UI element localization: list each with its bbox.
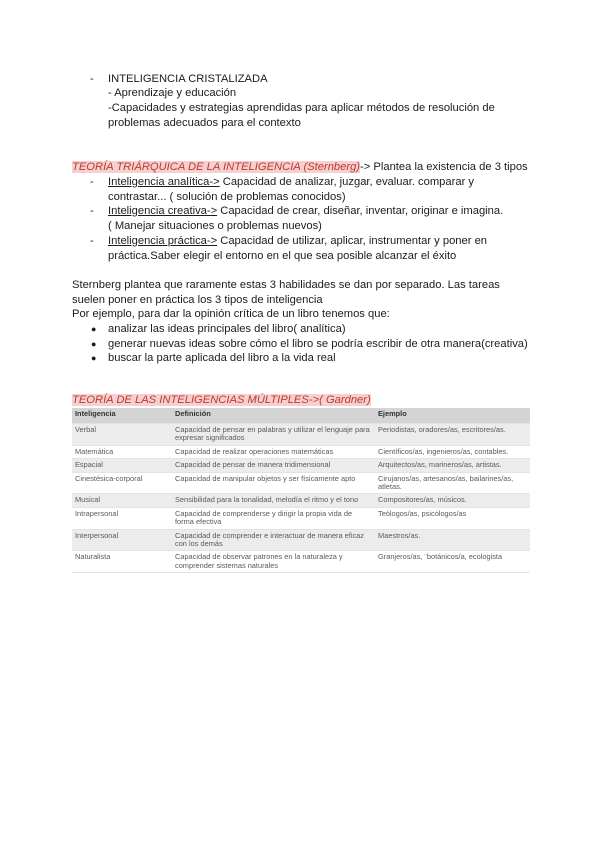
bullet-item: buscar la parte aplicada del libro a la vida real — [108, 352, 336, 364]
cell-intelligence: Naturalista — [72, 551, 172, 573]
multiples-heading: TEORÍA DE LAS INTELIGENCIAS MÚLTIPLES->( Gardner) — [72, 394, 371, 406]
term-creativa: Inteligencia creativa-> — [108, 205, 218, 217]
column-header: Definición — [172, 408, 375, 424]
multiples-heading-line — [72, 393, 371, 407]
list-dash: - — [90, 235, 94, 247]
cell-definition: Capacidad de observar patrones en la naturaleza y comprender sistemas naturales — [172, 551, 375, 573]
table-row — [72, 551, 530, 573]
cell-definition: Capacidad de pensar en palabras y utilizar el lenguaje para expresar significados — [172, 424, 375, 446]
cell-example: Arquitectos/as, marineros/as, artistas. — [375, 459, 530, 472]
table-row — [72, 472, 530, 494]
table-header-row — [72, 408, 530, 424]
cristalizada-line: problemas adecuados para el contexto — [108, 117, 301, 129]
column-header: Ejemplo — [375, 408, 530, 424]
cristalizada-line: - Aprendizaje y educación — [108, 87, 237, 99]
multiple-intelligences-table — [72, 408, 530, 573]
table-row — [72, 459, 530, 472]
cell-example: Cirujanos/as, artesanos/as, bailarines/as, atletas. — [375, 472, 530, 494]
cell-definition: Sensibilidad para la tonalidad, melodía el ritmo y el tono — [172, 494, 375, 507]
cristalizada-title: INTELIGENCIA CRISTALIZADA — [108, 73, 268, 85]
term-analitica: Inteligencia analítica-> — [108, 176, 220, 188]
cell-definition: Capacidad de manipular objetos y ser físicamente apto — [172, 472, 375, 494]
triarquica-heading-tail: -> Plantea la existencia de 3 tipos — [360, 161, 528, 173]
cell-example: Periodistas, oradores/as, escritores/as. — [375, 424, 530, 446]
cell-definition: Capacidad de comprender e interactuar de manera eficaz con los demás — [172, 529, 375, 551]
list-item-cont: ( Manejar situaciones o problemas nuevos) — [108, 220, 322, 232]
cell-intelligence: Musical — [72, 494, 172, 507]
table-row — [72, 494, 530, 507]
paragraph-line: Por ejemplo, para dar la opinión crítica de un libro tenemos que: — [72, 308, 390, 320]
cell-example: Maestros/as. — [375, 529, 530, 551]
cell-intelligence: Intrapersonal — [72, 507, 172, 529]
cell-intelligence: Cinestésica-corporal — [72, 472, 172, 494]
list-item-cont: práctica.Saber elegir el entorno en el que sea posible alcanzar el éxito — [108, 250, 457, 262]
cell-definition: Capacidad de comprenderse y dirigir la propia vida de forma efectiva — [172, 507, 375, 529]
triarquica-heading: TEORÍA TRIÁRQUICA DE LA INTELIGENCIA (Sternberg) — [72, 161, 361, 173]
bullet-icon: ● — [91, 339, 97, 349]
cell-definition: Capacidad de pensar de manera tridimensional — [172, 459, 375, 472]
term-practica: Inteligencia práctica-> — [108, 235, 218, 247]
cell-example: Granjeros/as, ¨botánicos/a, ecologista — [375, 551, 530, 573]
bullet-item: generar nuevas ideas sobre cómo el libro se podría escribir de otra manera(creativa) — [108, 338, 528, 350]
cell-intelligence: Interpersonal — [72, 529, 172, 551]
cristalizada-line: -Capacidades y estrategias aprendidas para aplicar métodos de resolución de — [108, 102, 495, 114]
list-item: Inteligencia práctica-> Capacidad de utilizar, aplicar, instrumentar y poner en — [108, 235, 488, 247]
cell-intelligence: Verbal — [72, 424, 172, 446]
cell-example: Compositores/as, músicos. — [375, 494, 530, 507]
table-row — [72, 529, 530, 551]
table-row — [72, 424, 530, 446]
cell-intelligence: Matemática — [72, 445, 172, 458]
cell-example: Teólogos/as, psicólogos/as — [375, 507, 530, 529]
table-row — [72, 507, 530, 529]
cell-intelligence: Espacial — [72, 459, 172, 472]
list-dash: - — [90, 205, 94, 217]
paragraph-line: suelen poner en práctica los 3 tipos de inteligencia — [72, 294, 323, 306]
cell-definition: Capacidad de realizar operaciones matemáticas — [172, 445, 375, 458]
paragraph-line: Sternberg plantea que raramente estas 3 habilidades se dan por separado. Las tareas — [72, 279, 500, 291]
list-item: Inteligencia creativa-> Capacidad de crear, diseñar, inventar, originar e imagina. — [108, 205, 504, 217]
list-item: Inteligencia analítica-> Capacidad de analizar, juzgar, evaluar. comparar y — [108, 176, 474, 188]
triarquica-heading-line — [72, 160, 528, 174]
list-item-cont: contrastar... ( solución de problemas conocidos) — [108, 191, 346, 203]
list-dash: - — [90, 176, 94, 188]
column-header: Inteligencia — [72, 408, 172, 424]
bullet-icon: ● — [91, 324, 97, 334]
table-row — [72, 445, 530, 458]
bullet-item: analizar las ideas principales del libro( analítica) — [108, 323, 346, 335]
bullet-icon: ● — [91, 353, 97, 363]
list-dash: - — [90, 73, 94, 85]
cell-example: Científicos/as, ingenieros/as, contables. — [375, 445, 530, 458]
